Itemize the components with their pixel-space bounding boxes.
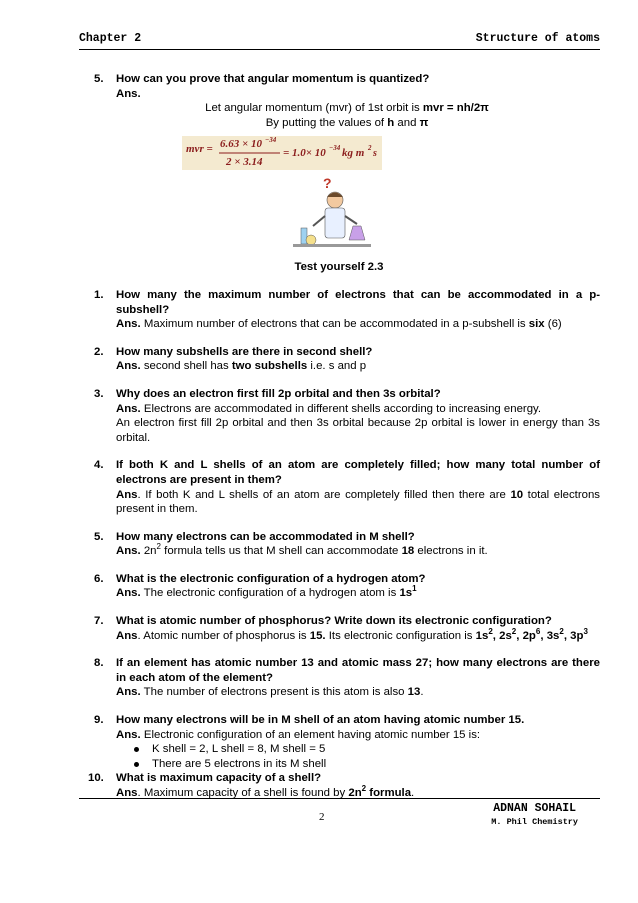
question-item-2: 2. How many subshells are there in second shell? Ans. second shell has two subshells i.e. s and p (94, 345, 600, 374)
question-item-3: 3. Why does an electron first fill 2p orbital and then 3s orbital? Ans. Electrons are accommodated in different shells according to increasing energy. An electron first fill 2p orbital and then 3s orbital because 2p orbital is lower in energy than 3s orbital. (94, 387, 600, 444)
question-text: If both K and L shells of an atom are completely filled; how many total number of electrons are present in them? (116, 459, 600, 486)
bullet-list (116, 742, 600, 771)
answer-label: Ans. (116, 87, 141, 100)
chapter-title: Structure of atoms (475, 32, 600, 45)
question-text: How many electrons will be in M shell of an atom having atomic number 15. (116, 714, 525, 727)
svg-text:= 1.0× 10: = 1.0× 10 (283, 147, 326, 160)
answer-text: Ans. Electrons are accommodated in different shells according to increasing energy. (116, 402, 542, 415)
list-item: K shell = 2, L shell = 8, M shell = 5 (144, 742, 600, 757)
intro-line2: By putting the values of h and π (265, 116, 429, 129)
question-text: How many electrons can be accommodated in M shell? (116, 530, 415, 543)
scientist-illustration (285, 174, 377, 254)
answer-text: Ans. The electronic configuration of a hydrogen atom is $1s^1$ (116, 584, 417, 600)
formula-image (182, 136, 382, 170)
svg-text:?: ? (323, 175, 332, 192)
question-text: What is maximum capacity of a shell? (116, 772, 322, 785)
svg-text:−34: −34 (265, 136, 277, 145)
question-item-5: 5. How many electrons can be accommodated in M shell? Ans. $2n^2$ formula tells us that M shell can accommodate 18 electrons in it. (94, 530, 600, 559)
question-item-7: 7. What is atomic number of phosphorus? Write down its electronic configuration? Ans. Atomic number of phosphorus is 15. Its electronic configuration is $1s^2$, $2s^2$, $2p^6$, $3s^2$, $3p^3$ (94, 614, 600, 643)
question-text: How many the maximum number of electrons that can be accommodated in a p-subshell? (116, 288, 600, 316)
author-degree: M. Phil Chemistry (491, 817, 578, 827)
page-content (88, 72, 601, 801)
question-item-6: 6. What is the electronic configuration of a hydrogen atom? Ans. The electronic configuration of a hydrogen atom is $1s^1$ (94, 572, 600, 601)
svg-text:mvr =: mvr = (186, 143, 213, 156)
question-item-4: 4. If both K and L shells of an atom are completely filled; how many total number of electrons are present in them? Ans. If both K and L shells of an atom are completely filled then there are 10 total electrons present in them. (94, 459, 601, 516)
list-item: There are 5 electrons in its M shell (144, 757, 600, 772)
intro-question (94, 72, 600, 87)
section-title: Test yourself 2.3 (294, 261, 384, 274)
answer-text: Ans. Maximum number of electrons that can be accommodated in a p-subshell is six (6) (116, 318, 562, 331)
question-number: 5. (94, 73, 104, 85)
answer-text: Ans. second shell has two subshells i.e. s and p (116, 360, 367, 373)
question-text: How many subshells are there in second shell? (116, 345, 373, 358)
svg-text:2 × 3.14: 2 × 3.14 (226, 156, 263, 169)
author-name: ADNAN SOHAIL (493, 802, 577, 815)
answer-text: Ans. Maximum capacity of a shell is found by $2n^2$ formula. (116, 784, 415, 799)
chapter-label: Chapter 2 (79, 32, 142, 45)
answer-text: Ans. Atomic number of phosphorus is 15. Its electronic configuration is $1s^2$, $2s^2$, $2p^6$, $3s^2$, $3p^3$ (116, 626, 588, 642)
answer-text: Ans. If both K and L shells of an atom are completely filled then there are 10 total electrons present in them. (116, 488, 601, 516)
intro-line1: Let angular momentum (mvr) of 1st orbit is mvr = nh/2π (205, 102, 489, 115)
answer-text: Ans. The number of electrons present is this atom is also 13. (116, 686, 424, 699)
question-text: Why does an electron first fill 2p orbital and then 3s orbital? (116, 387, 441, 400)
question-item-8: 8. If an element has atomic number 13 and atomic mass 27; how many electrons are there in each atom of the element? Ans. The number of electrons present is this atom is also 13. (94, 657, 600, 699)
question-item-1: 1. How many the maximum number of electrons that can be accommodated in a p-subshell? Ans. Maximum number of electrons that can be accommodated in a p-subshell is six (6) (94, 288, 600, 331)
question-text: If an element has atomic number 13 and atomic mass 27; how many electrons are there in each atom of the element? (116, 657, 600, 684)
question-item-10: 10. What is maximum capacity of a shell? Ans. Maximum capacity of a shell is found by $2n^2$ formula. (88, 771, 600, 800)
svg-text:2: 2 (368, 144, 372, 153)
page-footer (79, 798, 600, 827)
question-item-9: 9. How many electrons will be in M shell of an atom having atomic number 15. Ans. Electronic configuration of an element having atomic number 15 is: K shell = 2, L shell = 8, M shell = 5 There are 5 electrons in its M shell (94, 713, 600, 771)
svg-text:−34: −34 (329, 144, 341, 153)
answer-text: Ans. Electronic configuration of an element having atomic number 15 is: (116, 728, 481, 741)
answer-text: Ans. $2n^2$ formula tells us that M shell can accommodate 18 electrons in it. (116, 542, 488, 558)
question-text: What is the electronic configuration of a hydrogen atom? (116, 572, 426, 585)
page-number: 2 (319, 811, 325, 823)
page-header (79, 30, 600, 50)
author-block (491, 802, 578, 827)
svg-text:s: s (373, 148, 377, 160)
question-text: How can you prove that angular momentum is quantized? (116, 73, 430, 85)
svg-text:kg m: kg m (342, 147, 365, 160)
svg-text:6.63 × 10: 6.63 × 10 (220, 138, 263, 151)
answer-text-continued: An electron first fill 2p orbital and then 3s orbital because 2p orbital is lower in energy than 3s orbital. (116, 417, 600, 444)
question-text: What is atomic number of phosphorus? Write down its electronic configuration? (116, 615, 552, 628)
